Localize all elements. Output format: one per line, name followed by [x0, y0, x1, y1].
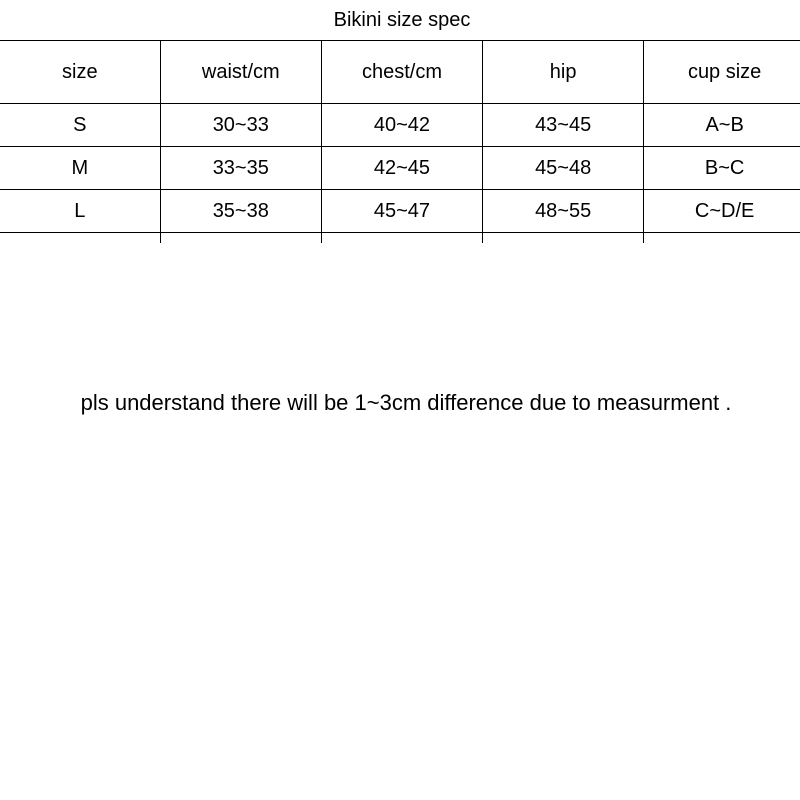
size-spec-table — [0, 40, 800, 243]
header-chest: chest/cm — [321, 41, 482, 104]
cell-waist: 30~33 — [160, 104, 321, 147]
cell-cup-size: B~C — [644, 147, 800, 190]
header-cup-size: cup size — [644, 41, 800, 104]
cell-chest: 40~42 — [321, 104, 482, 147]
cell-waist: 33~35 — [160, 147, 321, 190]
cell-hip: 45~48 — [483, 147, 644, 190]
cell-cup-size: C~D/E — [644, 190, 800, 233]
header-hip: hip — [483, 41, 644, 104]
table-row — [0, 147, 800, 190]
cell-hip: 48~55 — [483, 190, 644, 233]
header-size: size — [0, 41, 160, 104]
cell-waist: 35~38 — [160, 190, 321, 233]
table-header-row — [0, 41, 800, 104]
cell-size: L — [0, 190, 160, 233]
cell-size: M — [0, 147, 160, 190]
cell-size: S — [0, 104, 160, 147]
table-divider-stub — [160, 233, 321, 244]
cell-chest: 42~45 — [321, 147, 482, 190]
table-divider-stub — [0, 233, 160, 244]
table-row — [0, 190, 800, 233]
table-trailing-row — [0, 233, 800, 244]
cell-cup-size: A~B — [644, 104, 800, 147]
table-row — [0, 104, 800, 147]
cell-hip: 43~45 — [483, 104, 644, 147]
size-chart-title: Bikini size spec — [333, 9, 471, 31]
header-waist: waist/cm — [160, 41, 321, 104]
table-divider-stub — [321, 233, 482, 244]
cell-chest: 45~47 — [321, 190, 482, 233]
table-divider-stub — [483, 233, 644, 244]
measurement-note: pls understand there will be 1~3cm difference due to measurment . — [80, 390, 732, 415]
table-divider-stub — [644, 233, 800, 244]
